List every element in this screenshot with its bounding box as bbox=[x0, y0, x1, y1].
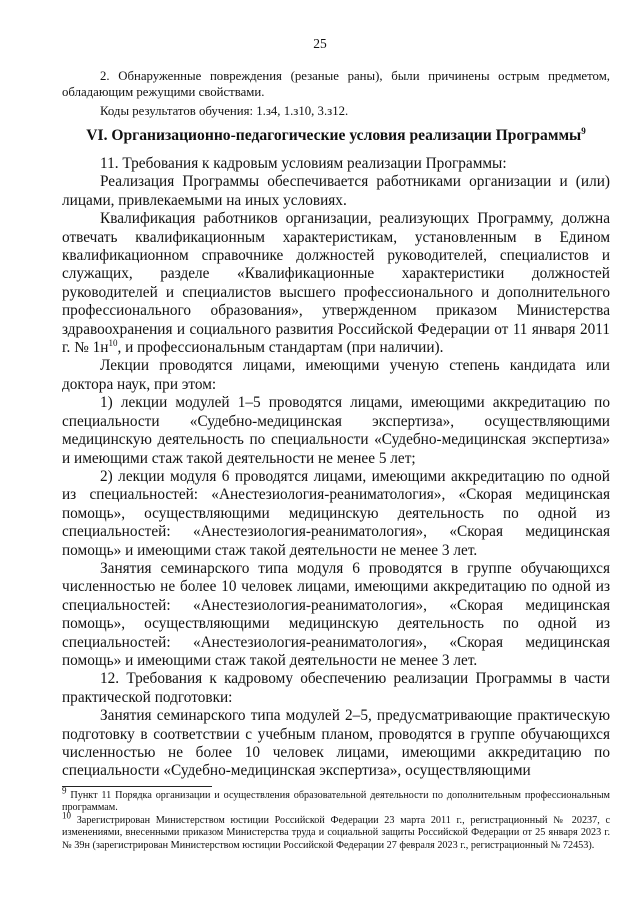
footnotes bbox=[62, 785, 610, 852]
footnote-10 bbox=[62, 810, 610, 852]
page-number: 25 bbox=[313, 36, 327, 51]
paragraph-lectures-module-6: 2) лекции модуля 6 проводятся лицами, имеющими аккредитацию по одной из специальностей: «Анестезиология-реаниматология», «Скорая медицинская помощь», осуществляющими медицинскую деятельность по одной из специальностей: «Анестезиология-реаниматология», «Скорая медицинская помощь» и имеющими стаж такой деятельности не менее 3 лет. bbox=[62, 467, 610, 559]
paragraph-implementation: Реализация Программы обеспечивается работниками организации и (или) лицами, привлекаемыми на иных условиях. bbox=[62, 173, 610, 209]
footnote-ref-9: 9 bbox=[581, 125, 586, 136]
body-text bbox=[62, 155, 610, 781]
paragraph-lectures-modules-1-5: 1) лекции модулей 1–5 проводятся лицами, имеющими аккредитацию по специальности «Судебно-медицинская экспертиза», осуществляющими медицинскую деятельность по специальности «Судебно-медицинская экспертиза» и имеющими стаж такой деятельности не менее 5 лет; bbox=[62, 394, 610, 467]
footnote-divider bbox=[62, 786, 212, 787]
footnote-ref-10: 10 bbox=[108, 337, 118, 348]
section-heading bbox=[62, 127, 610, 145]
footnote-9 bbox=[62, 785, 610, 815]
intro-block bbox=[62, 68, 610, 119]
section-heading-text: VI. Организационно-педагогические условия реализации Программы bbox=[86, 127, 582, 144]
footnote-10-text: Зарегистрирован Министерством юстиции Российской Федерации 23 марта 2011 г., регистрационный № 20237, с изменениями, внесенными приказом Министерства труда и социальной защиты Российской Федерации от 25 января 2023 г. № 39н (зарегистрирован Министерством юстиции Российской Федерации 27 февраля 2023 г., регистрационный № 72453). bbox=[62, 814, 610, 851]
qualification-text-end: , и профессиональным стандартам (при наличии). bbox=[117, 339, 444, 357]
learning-codes: Коды результатов обучения: 1.з4, 1.з10, 3.з12. bbox=[100, 104, 349, 118]
paragraph-practical-requirements: 12. Требования к кадровому обеспечению реализации Программы в части практической подготовки: bbox=[62, 670, 610, 706]
paragraph-seminars-modules-2-5: Занятия семинарского типа модулей 2–5, предусматривающие практическую подготовку в соответствии с учебным планом, проводятся в группе обучающихся численностью не более 10 человек лицами, имеющими аккредитацию по специальности «Судебно-медицинская экспертиза», осуществляющими bbox=[62, 707, 610, 780]
footnote-9-mark: 9 bbox=[62, 785, 67, 796]
qualification-text: Квалификация работников организации, реализующих Программу, должна отвечать квалификационным характеристикам, установленным в Едином квалификационном справочнике должностей руководителей, специалистов и служащих, разделе «Квалификационные характеристики должностей руководителей и специалистов высшего профессионального и дополнительного профессионального образования», утвержденном приказом Министерства здравоохранения и социального развития Российской Федерации от 11 января 2011 г. № 1н bbox=[62, 210, 610, 357]
intro-item-2: 2. Обнаруженные повреждения (резаные раны), были причинены острым предметом, обладающим режущими свойствами. bbox=[62, 69, 610, 99]
footnote-10-mark: 10 bbox=[62, 810, 71, 821]
footnote-9-text: Пункт 11 Порядка организации и осуществления образовательной деятельности по дополнительным профессиональным программам. bbox=[62, 790, 610, 814]
paragraph-qualification bbox=[62, 210, 610, 357]
paragraph-lectures: Лекции проводятся лицами, имеющими ученую степень кандидата или доктора наук, при этом: bbox=[62, 357, 610, 393]
paragraph-seminars-module-6: Занятия семинарского типа модуля 6 проводятся в группе обучающихся численностью не более 10 человек лицами, имеющими аккредитацию по одной из специальностей: «Анестезиология-реаниматология», «Скорая медицинская помощь», осуществляющими медицинскую деятельность по одной из специальностей: «Анестезиология-реаниматология», «Скорая медицинская помощь» и имеющими стаж такой деятельности не менее 3 лет. bbox=[62, 559, 610, 669]
paragraph-staff-requirements: 11. Требования к кадровым условиям реализации Программы: bbox=[100, 155, 507, 172]
